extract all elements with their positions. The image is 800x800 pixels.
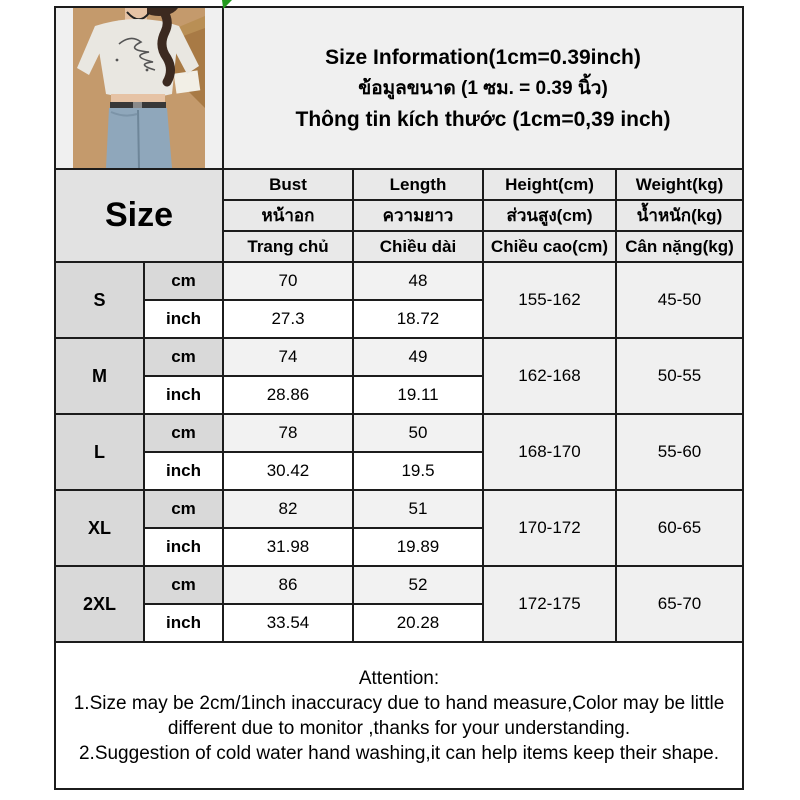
unit-cm-label: cm <box>144 566 223 604</box>
length-inch-value: 18.72 <box>353 300 483 338</box>
col-header-length-vi: Chiều dài <box>353 231 483 262</box>
size-label-2xl: 2XL <box>55 566 144 642</box>
col-header-height-en: Height(cm) <box>483 169 616 200</box>
col-header-bust-en: Bust <box>223 169 353 200</box>
product-photo <box>56 8 222 168</box>
unit-cm-label: cm <box>144 338 223 376</box>
size-label-m: M <box>55 338 144 414</box>
title-block <box>223 7 743 169</box>
bust-inch-value: 33.54 <box>223 604 353 642</box>
length-cm-value: 51 <box>353 490 483 528</box>
unit-cm-label: cm <box>144 490 223 528</box>
height-range: 170-172 <box>483 490 616 566</box>
attention-label: Attention: <box>358 667 440 689</box>
unit-inch-label: inch <box>144 376 223 414</box>
col-header-bust-vi: Trang chủ <box>223 231 353 262</box>
table-row <box>55 262 743 300</box>
attention-line-2: 2.Suggestion of cold water hand washing,it can help items keep their shape. <box>78 742 720 764</box>
weight-range: 55-60 <box>616 414 743 490</box>
bust-cm-value: 78 <box>223 414 353 452</box>
bust-inch-value: 30.42 <box>223 452 353 490</box>
unit-inch-label: inch <box>144 604 223 642</box>
unit-inch-label: inch <box>144 528 223 566</box>
height-range: 162-168 <box>483 338 616 414</box>
title-thai: ข้อมูลขนาด (1 ซม. = 0.39 นิ้ว) <box>358 77 608 99</box>
bust-cm-value: 82 <box>223 490 353 528</box>
size-label-s: S <box>55 262 144 338</box>
length-inch-value: 20.28 <box>353 604 483 642</box>
model-photo-illustration <box>73 8 205 168</box>
table-row <box>55 566 743 604</box>
col-header-weight-th: น้ำหนัก(kg) <box>616 200 743 231</box>
col-header-bust-th: หน้าอก <box>223 200 353 231</box>
unit-inch-label: inch <box>144 300 223 338</box>
bust-inch-value: 27.3 <box>223 300 353 338</box>
bust-cm-value: 86 <box>223 566 353 604</box>
length-inch-value: 19.89 <box>353 528 483 566</box>
title-english: Size Information(1cm=0.39inch) <box>325 45 641 69</box>
size-label-xl: XL <box>55 490 144 566</box>
height-range: 168-170 <box>483 414 616 490</box>
weight-range: 65-70 <box>616 566 743 642</box>
col-header-weight-en: Weight(kg) <box>616 169 743 200</box>
size-column-header: Size <box>55 169 223 262</box>
unit-inch-label: inch <box>144 452 223 490</box>
col-header-weight-vi: Cân nặng(kg) <box>616 231 743 262</box>
table-row <box>55 490 743 528</box>
weight-range: 60-65 <box>616 490 743 566</box>
unit-cm-label: cm <box>144 414 223 452</box>
bust-cm-value: 70 <box>223 262 353 300</box>
unit-cm-label: cm <box>144 262 223 300</box>
weight-range: 50-55 <box>616 338 743 414</box>
size-chart-sheet <box>54 6 742 790</box>
length-inch-value: 19.11 <box>353 376 483 414</box>
size-table <box>54 6 744 790</box>
table-row <box>55 338 743 376</box>
length-cm-value: 52 <box>353 566 483 604</box>
bust-inch-value: 31.98 <box>223 528 353 566</box>
length-cm-value: 48 <box>353 262 483 300</box>
table-row <box>55 414 743 452</box>
size-label-l: L <box>55 414 144 490</box>
length-inch-value: 19.5 <box>353 452 483 490</box>
bust-inch-value: 28.86 <box>223 376 353 414</box>
height-range: 172-175 <box>483 566 616 642</box>
col-header-length-en: Length <box>353 169 483 200</box>
attention-line-1: 1.Size may be 2cm/1inch inaccuracy due to hand measure,Color may be little different due to monitor ,thanks for your understanding. <box>73 692 725 739</box>
weight-range: 45-50 <box>616 262 743 338</box>
bust-cm-value: 74 <box>223 338 353 376</box>
height-range: 155-162 <box>483 262 616 338</box>
length-cm-value: 50 <box>353 414 483 452</box>
product-photo-cell <box>55 7 223 169</box>
length-cm-value: 49 <box>353 338 483 376</box>
attention-note <box>55 642 743 789</box>
col-header-height-th: ส่วนสูง(cm) <box>483 200 616 231</box>
col-header-length-th: ความยาว <box>353 200 483 231</box>
title-vietnamese: Thông tin kích thước (1cm=0,39 inch) <box>295 107 671 131</box>
col-header-height-vi: Chiều cao(cm) <box>483 231 616 262</box>
